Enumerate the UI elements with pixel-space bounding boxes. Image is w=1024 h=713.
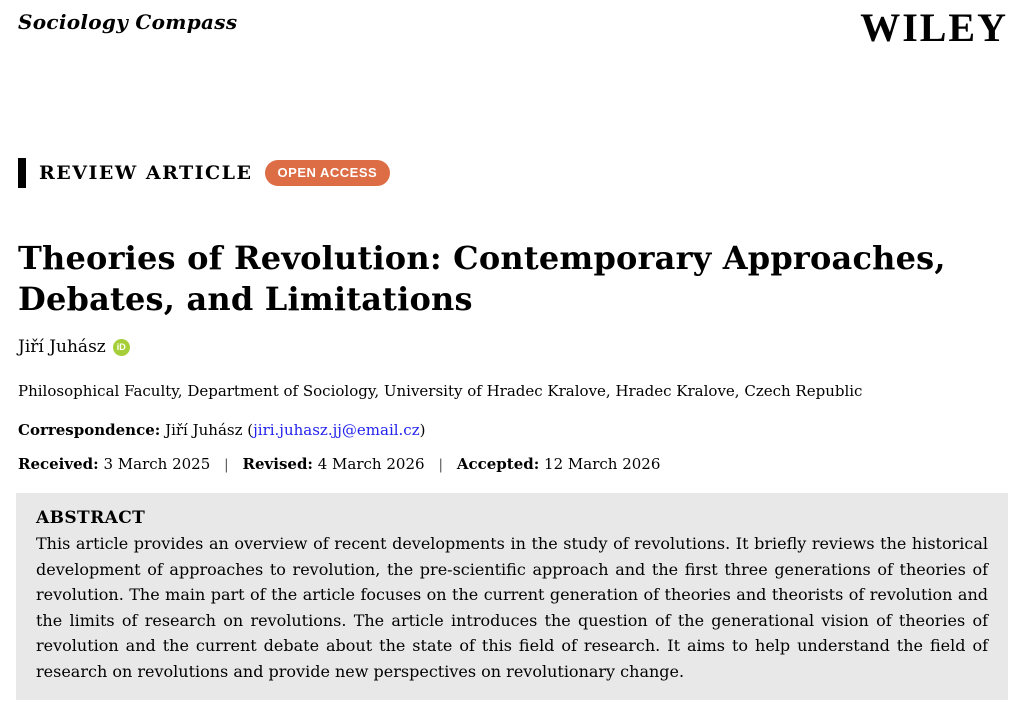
correspondence-author: Jiří Juhász ( <box>165 421 254 439</box>
correspondence-close-paren: ) <box>419 421 426 439</box>
article-type-row <box>18 158 1024 188</box>
article-type-label: REVIEW ARTICLE <box>39 162 253 184</box>
correspondence-line <box>18 421 1006 439</box>
received-date: 3 March 2025 <box>103 455 211 473</box>
received-label: Received: <box>18 455 99 473</box>
open-access-badge: OPEN ACCESS <box>265 160 391 186</box>
accepted-label: Accepted: <box>456 455 540 473</box>
revised-label: Revised: <box>242 455 313 473</box>
correspondence-email-link[interactable]: jiri.juhasz.jj@email.cz <box>253 421 420 439</box>
orcid-icon[interactable]: iD <box>113 339 130 356</box>
history-dates-line <box>18 455 1006 473</box>
abstract-section <box>16 493 1008 700</box>
date-separator: | <box>224 457 229 473</box>
accepted-date: 12 March 2026 <box>544 455 661 473</box>
affiliation: Philosophical Faculty, Department of Sociology, University of Hradec Kralove, Hradec Kralove, Czech Republic <box>18 382 863 400</box>
type-accent-bar <box>18 158 26 188</box>
date-separator: | <box>438 457 444 473</box>
author-name: Jiří Juhász <box>18 337 106 357</box>
wiley-logo: WILEY <box>860 5 1008 50</box>
author-row <box>18 337 1024 357</box>
article-title: Theories of Revolution: Contemporary Approaches, Debates, and Limitations <box>18 239 946 318</box>
journal-name: Sociology Compass <box>18 10 238 34</box>
revised-date: 4 March 2026 <box>317 455 425 473</box>
correspondence-label: Correspondence: <box>18 421 161 439</box>
abstract-heading: ABSTRACT <box>36 508 146 528</box>
abstract-text: This article provides an overview of recent developments in the study of revolutions. It briefly reviews the historical development of approaches to revolution, the pre-scientific approach and the first three generations of theories of revolution. The main part of the article focuses on the current generation of theories and theorists of revolution and the limits of research on revolutions. The article introduces the question of the generational vision of theories of revolution and the current debate about the state of this field of research. It aims to help understand the field of research on revolutions and provide new perspectives on revolutionary change. <box>36 534 988 681</box>
page-header <box>0 0 1024 48</box>
